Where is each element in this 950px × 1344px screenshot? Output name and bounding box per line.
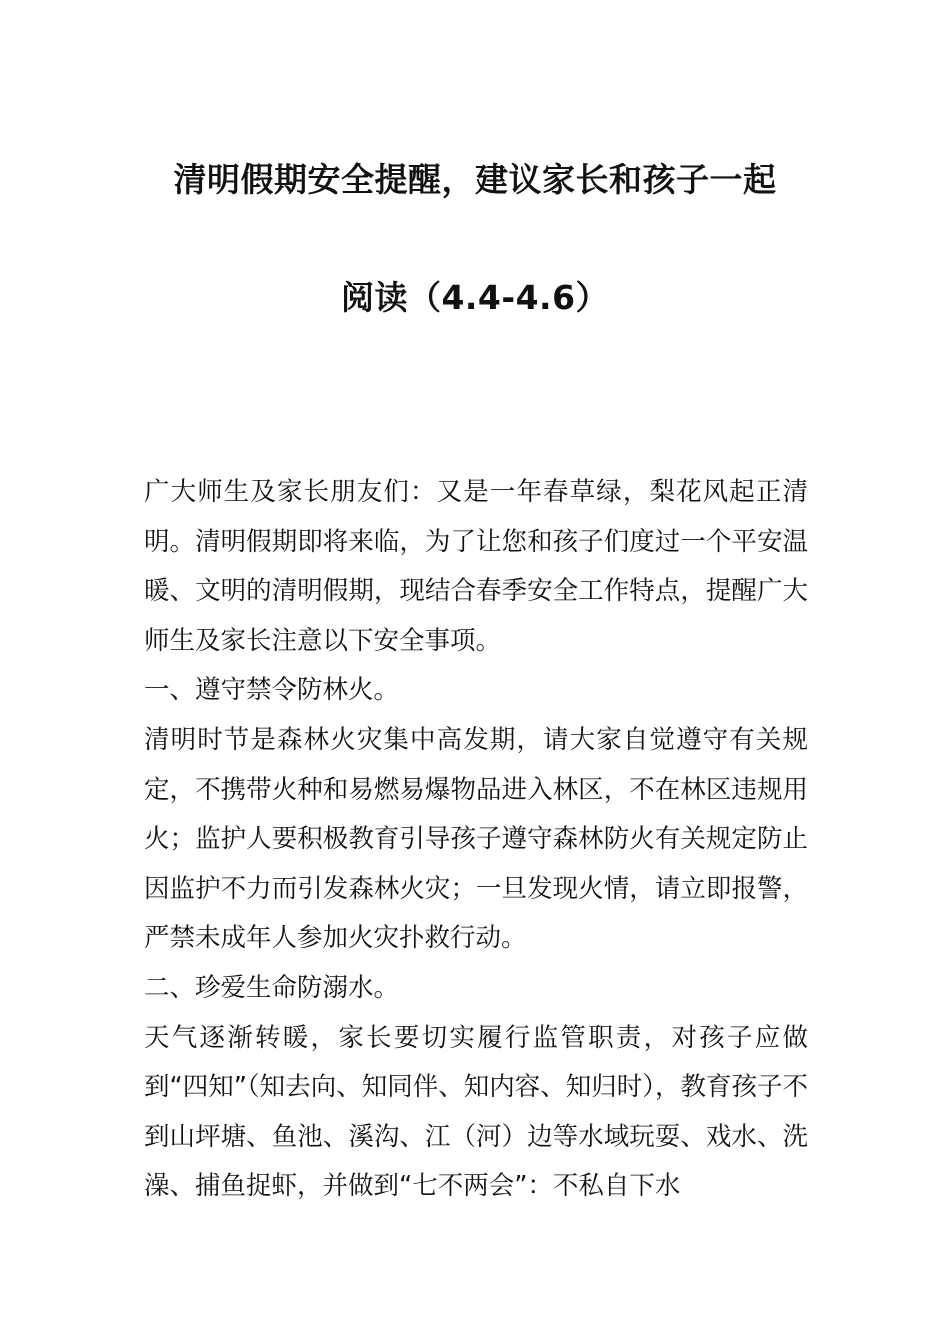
section-heading-drowning: 二、珍爱生命防溺水。 (144, 972, 400, 1003)
document-body (144, 468, 808, 1212)
drowning-safety-paragraph: 天气逐渐转暖，家长要切实履行监管职责，对孩子应做到“四知”（知去向、知同伴、知内容、知归时），教育孩子不到山坪塘、鱼池、溪沟、江（河）边等水域玩耍、戏水、洗澡、捕鱼捉虾，并做到“七不两会”：不私自下水 (144, 1022, 808, 1202)
section-heading-fire: 一、遵守禁令防林火。 (144, 675, 400, 706)
document-title-line-1: 清明假期安全提醒，建议家长和孩子一起 (173, 160, 777, 199)
fire-safety-paragraph: 清明时节是森林火灾集中高发期，请大家自觉遵守有关规定，不携带火种和易燃易爆物品进入林区，不在林区违规用火；监护人要积极教育引导孩子遵守森林防火有关规定防止因监护不力而引发森林火灾；一旦发现火情，请立即报警，严禁未成年人参加火灾扑救行动。 (144, 724, 808, 954)
document-title-line-2: 阅读（4.4-4.6） (340, 278, 610, 317)
intro-paragraph: 广大师生及家长朋友们：又是一年春草绿，梨花风起正清明。清明假期即将来临，为了让您和孩子们度过一个平安温暖、文明的清明假期，现结合春季安全工作特点，提醒广大师生及家长注意以下安全事项。 (144, 477, 808, 656)
